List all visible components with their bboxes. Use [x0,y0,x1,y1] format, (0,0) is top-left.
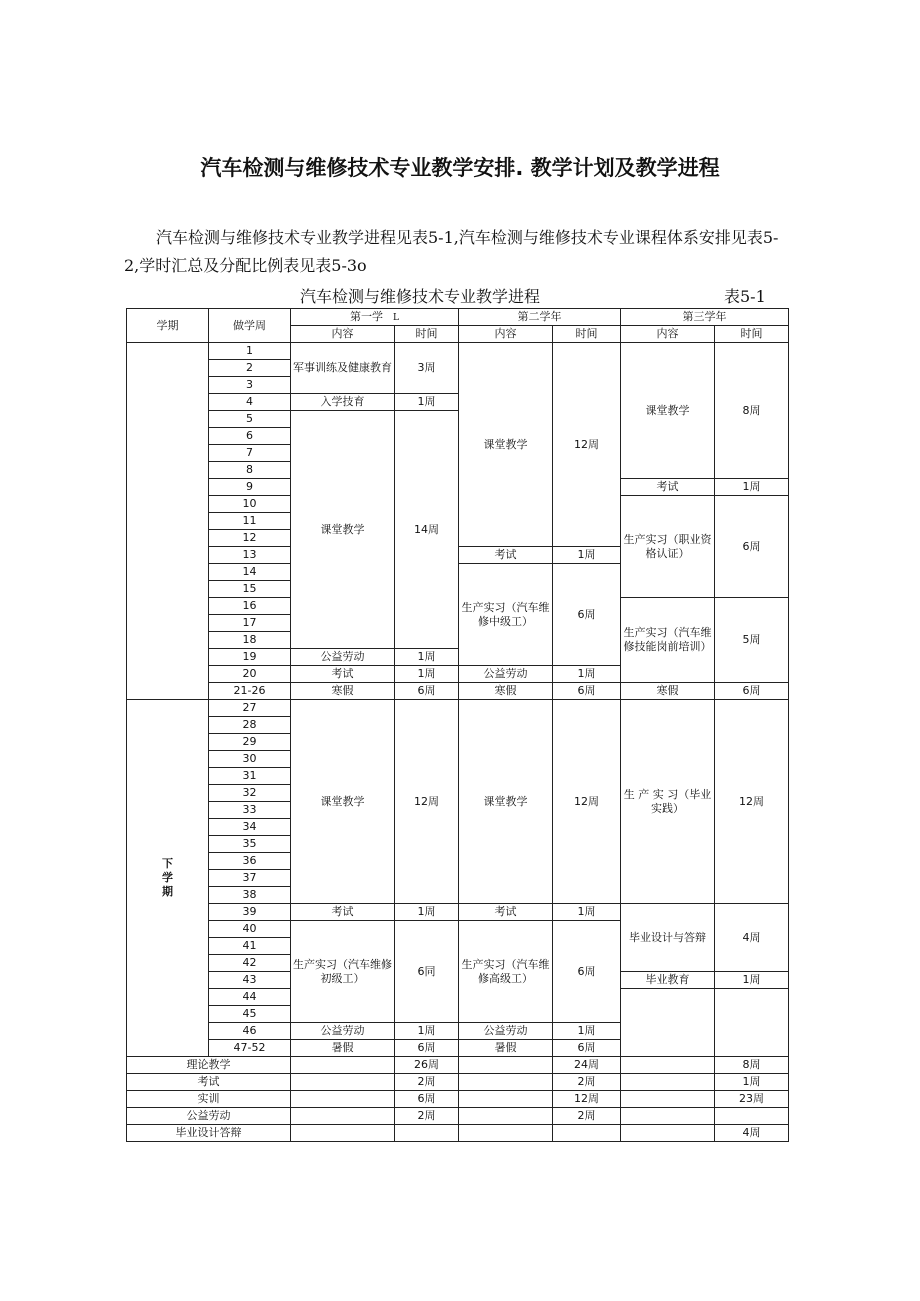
week-cell: 35 [209,836,291,853]
cell: 毕业教育 [621,972,715,989]
cell: 考试 [459,904,553,921]
header-year1 [291,309,459,326]
cell [621,1091,715,1108]
week-cell: 44 [209,989,291,1006]
cell: 1周 [553,666,621,683]
cell: 1周 [395,394,459,411]
week-cell: 34 [209,819,291,836]
week-cell: 40 [209,921,291,938]
table-row [127,1108,789,1125]
cell: 生产实习（汽车维修中级工） [459,564,553,666]
week-cell: 15 [209,581,291,598]
cell: 8周 [715,343,789,479]
week-cell: 19 [209,649,291,666]
week-cell: 7 [209,445,291,462]
week-cell: 42 [209,955,291,972]
header-year1-label: 第一学 [350,309,384,323]
week-cell: 31 [209,768,291,785]
semester1-cell [127,343,209,700]
cell [459,1108,553,1125]
cell [621,1108,715,1125]
cell [291,1108,395,1125]
summary-value: 8周 [715,1057,789,1074]
week-cell: 3 [209,377,291,394]
cell: 课堂教学 [459,700,553,904]
week-cell: 27 [209,700,291,717]
week-cell: 5 [209,411,291,428]
cell: 寒假 [621,683,715,700]
cell [291,1074,395,1091]
table-row [127,904,789,921]
cell [621,1074,715,1091]
cell: 1周 [553,547,621,564]
cell: 6周 [395,1040,459,1057]
semester2-char: 学 [162,871,173,884]
cell [459,1091,553,1108]
week-cell: 18 [209,632,291,649]
summary-value: 6周 [395,1091,459,1108]
cell: 军事训练及健康教育 [291,343,395,394]
header-week: 做学周 [209,309,291,343]
table-row [127,683,789,700]
week-cell: 1 [209,343,291,360]
summary-value: 2周 [553,1108,621,1125]
cell [621,1125,715,1142]
cell: 1周 [395,666,459,683]
summary-label: 毕业设计答辩 [127,1125,291,1142]
cell: 6周 [715,683,789,700]
week-cell: 11 [209,513,291,530]
cell: 公益劳动 [291,1023,395,1040]
summary-value: 1周 [715,1074,789,1091]
header-content: 内容 [459,326,553,343]
header-year1-mark: L [393,312,399,323]
week-cell: 29 [209,734,291,751]
week-cell: 32 [209,785,291,802]
week-cell: 8 [209,462,291,479]
cell: 14周 [395,411,459,649]
cell [621,1057,715,1074]
cell: 1周 [395,649,459,666]
cell: 入学技育 [291,394,395,411]
cell: 6同 [395,921,459,1023]
cell: 1周 [553,904,621,921]
cell: 毕业设计与答辩 [621,904,715,972]
cell: 6周 [553,564,621,666]
cell: 4周 [715,904,789,972]
summary-label: 理论教学 [127,1057,291,1074]
page-title: 汽车检测与维修技术专业教学安排. 教学计划及教学进程 [200,156,720,180]
cell: 12周 [715,700,789,904]
table-caption: 汽车检测与维修技术专业教学进程 [300,287,541,306]
cell: 1周 [553,1023,621,1040]
cell: 生产实习（职业资格认证） [621,496,715,598]
summary-value [715,1108,789,1125]
week-cell: 9 [209,479,291,496]
cell: 6周 [553,1040,621,1057]
week-cell: 13 [209,547,291,564]
cell: 1周 [715,972,789,989]
cell: 暑假 [459,1040,553,1057]
cell [715,989,789,1057]
week-cell: 16 [209,598,291,615]
cell: 生产实习（汽车维修技能岗前培训） [621,598,715,683]
week-cell: 10 [209,496,291,513]
header-semester: 学期 [127,309,209,343]
summary-value: 2周 [553,1074,621,1091]
cell: 5周 [715,598,789,683]
summary-value: 2周 [395,1108,459,1125]
week-cell: 12 [209,530,291,547]
table-row [127,1074,789,1091]
semester2-char: 期 [162,885,173,898]
cell [459,1057,553,1074]
header-content: 内容 [621,326,715,343]
week-cell: 21-26 [209,683,291,700]
cell: 课堂教学 [291,700,395,904]
cell: 公益劳动 [291,649,395,666]
cell: 生产实习（汽车维修高级工） [459,921,553,1023]
cell [459,1125,553,1142]
cell: 考试 [459,547,553,564]
week-cell: 2 [209,360,291,377]
cell: 12周 [553,700,621,904]
cell: 公益劳动 [459,1023,553,1040]
table-row [127,343,789,360]
summary-value: 2周 [395,1074,459,1091]
week-cell: 47-52 [209,1040,291,1057]
week-cell: 6 [209,428,291,445]
cell: 寒假 [291,683,395,700]
cell: 6周 [395,683,459,700]
summary-label: 考试 [127,1074,291,1091]
week-cell: 28 [209,717,291,734]
semester2-label [127,700,209,1057]
week-cell: 4 [209,394,291,411]
summary-value: 4周 [715,1125,789,1142]
table-number: 表5-1 [724,287,766,306]
header-content: 内容 [291,326,395,343]
week-cell: 46 [209,1023,291,1040]
week-cell: 45 [209,1006,291,1023]
table-row [127,309,789,326]
week-cell: 20 [209,666,291,683]
cell: 6周 [715,496,789,598]
summary-label: 公益劳动 [127,1108,291,1125]
week-cell: 41 [209,938,291,955]
week-cell: 17 [209,615,291,632]
semester2-char: 下 [162,857,173,870]
summary-value: 24周 [553,1057,621,1074]
week-cell: 39 [209,904,291,921]
table-row [127,700,789,717]
header-year2: 第二学年 [459,309,621,326]
intro-paragraph: 汽车检测与维修技术专业教学进程见表5-1,汽车检测与维修技术专业课程体系安排见表5-2,学时汇总及分配比例表见表5-3o [124,228,779,275]
week-cell: 30 [209,751,291,768]
week-cell: 37 [209,870,291,887]
schedule-table [126,308,789,1142]
summary-value: 23周 [715,1091,789,1108]
cell [459,1074,553,1091]
cell: 考试 [291,666,395,683]
cell: 1周 [395,904,459,921]
cell: 1周 [395,1023,459,1040]
summary-value: 12周 [553,1091,621,1108]
table-row [127,1091,789,1108]
summary-value [395,1125,459,1142]
week-cell: 33 [209,802,291,819]
cell: 6周 [553,683,621,700]
cell: 12周 [553,343,621,547]
cell [291,1125,395,1142]
cell: 寒假 [459,683,553,700]
cell: 生产实习（汽车维修初级工） [291,921,395,1023]
cell [291,1091,395,1108]
cell: 考试 [621,479,715,496]
cell [621,989,715,1057]
table-row [127,1057,789,1074]
header-time: 时间 [715,326,789,343]
cell: 3周 [395,343,459,394]
cell: 6周 [553,921,621,1023]
summary-value: 26周 [395,1057,459,1074]
header-time: 时间 [395,326,459,343]
summary-value [553,1125,621,1142]
cell: 暑假 [291,1040,395,1057]
cell: 课堂教学 [459,343,553,547]
week-cell: 43 [209,972,291,989]
cell [291,1057,395,1074]
summary-label: 实训 [127,1091,291,1108]
week-cell: 14 [209,564,291,581]
cell: 公益劳动 [459,666,553,683]
week-cell: 36 [209,853,291,870]
cell: 课堂教学 [291,411,395,649]
cell: 12周 [395,700,459,904]
table-row [127,1125,789,1142]
header-time: 时间 [553,326,621,343]
cell: 1周 [715,479,789,496]
cell: 考试 [291,904,395,921]
week-cell: 38 [209,887,291,904]
cell: 课堂教学 [621,343,715,479]
cell: 生 产 实 习（毕业实践） [621,700,715,904]
header-year3: 第三学年 [621,309,789,326]
